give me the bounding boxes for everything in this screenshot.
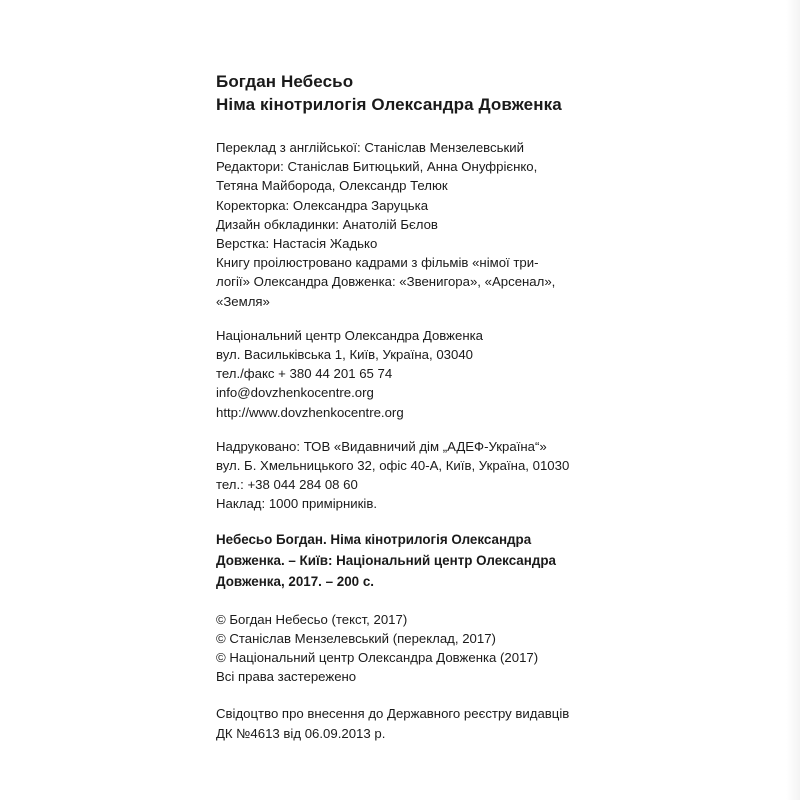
certificate-line: Свідоцтво про внесення до Державного реєстру видавців xyxy=(216,706,570,722)
credit-line: Тетяна Майборода, Олександр Телюк xyxy=(216,178,448,194)
copyright-line: © Станіслав Мензелевський (переклад, 2017) xyxy=(216,630,496,646)
credit-line: Редактори: Станіслав Битюцький, Анна Онуфрієнко, xyxy=(216,159,538,175)
certificate-block xyxy=(216,704,596,742)
citation-line: Довженка. – Київ: Національний центр Олександра xyxy=(216,552,556,568)
copyright-line: © Національний центр Олександра Довженка (2017) xyxy=(216,650,539,666)
credits-block xyxy=(216,138,596,311)
print-run: Наклад: 1000 примірників. xyxy=(216,496,378,512)
credit-line: Верстка: Настасія Жадько xyxy=(216,236,378,252)
publisher-email: info@dovzhenkocentre.org xyxy=(216,385,374,401)
publisher-phone: тел./факс + 380 44 201 65 74 xyxy=(216,366,393,382)
credit-line: Дизайн обкладинки: Анатолій Бєлов xyxy=(216,216,438,232)
copyright-block xyxy=(216,610,596,687)
imprint-content xyxy=(216,70,596,743)
rights-reserved: Всі права застережено xyxy=(216,669,357,685)
publisher-name: Національний центр Олександра Довженка xyxy=(216,327,483,343)
copyright-line: © Богдан Небесьо (текст, 2017) xyxy=(216,611,408,627)
citation-line: Довженка, 2017. – 200 с. xyxy=(216,573,375,589)
printing-address: вул. Б. Хмельницького 32, офіс 40-А, Київ, Україна, 01030 xyxy=(216,458,570,474)
title-block xyxy=(216,70,596,116)
page-edge-shading xyxy=(628,0,800,800)
certificate-number: ДК №4613 від 06.09.2013 р. xyxy=(216,725,386,741)
author-name: Богдан Небесьо xyxy=(216,72,354,91)
publisher-website: http://www.dovzhenkocentre.org xyxy=(216,404,404,420)
publisher-address: вул. Васильківська 1, Київ, Україна, 03040 xyxy=(216,347,473,363)
credit-line: Переклад з англійської: Станіслав Мензелевський xyxy=(216,140,524,155)
printing-block xyxy=(216,437,596,514)
credit-line: логії» Олександра Довженка: «Звенигора», «Арсенал», xyxy=(216,274,556,290)
publisher-block xyxy=(216,326,596,422)
book-title: Німа кінотрилогія Олександра Довженка xyxy=(216,95,562,114)
credit-line: «Земля» xyxy=(216,293,270,309)
credit-line: Коректорка: Олександра Заруцька xyxy=(216,197,429,213)
credit-line: Книгу проілюстровано кадрами з фільмів «німої три- xyxy=(216,255,539,271)
printing-house: Надруковано: ТОВ «Видавничий дім „АДЕФ-Україна“» xyxy=(216,438,547,454)
citation-block xyxy=(216,529,596,592)
citation-line: Небесьо Богдан. Німа кінотрилогія Олександра xyxy=(216,531,532,547)
printing-phone: тел.: +38 044 284 08 60 xyxy=(216,477,358,493)
